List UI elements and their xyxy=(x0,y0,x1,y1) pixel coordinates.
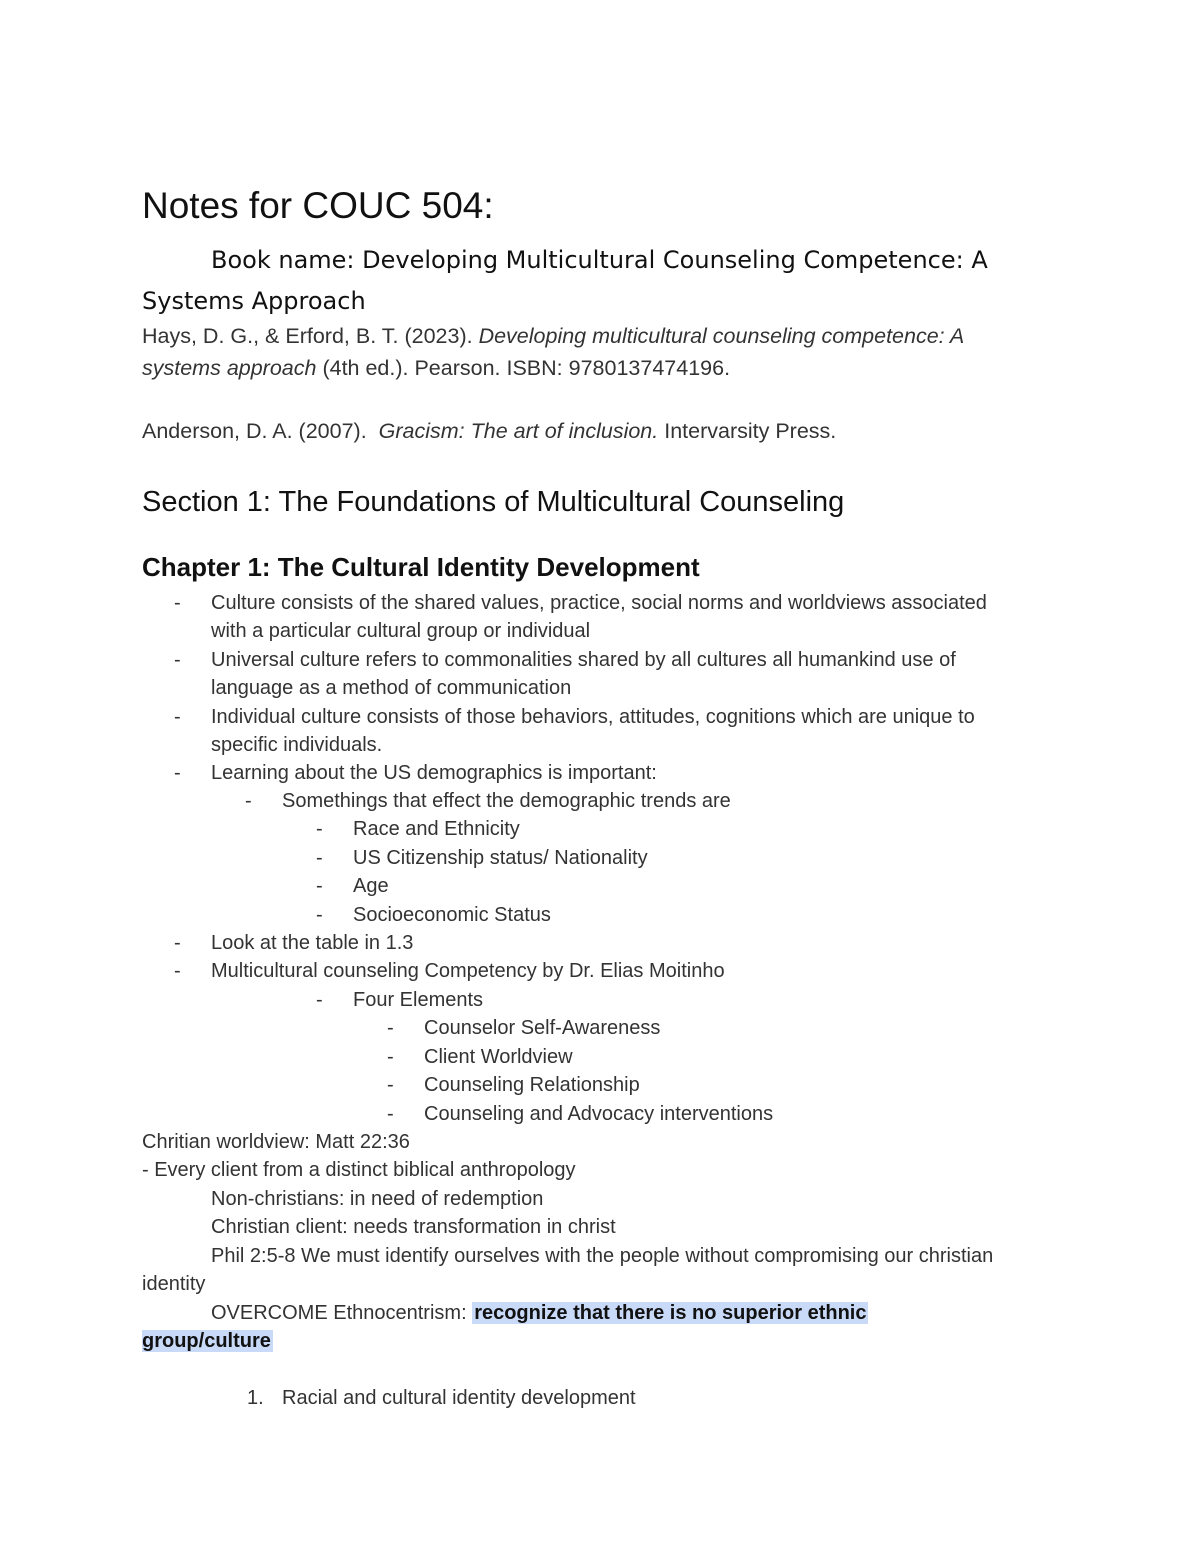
list-item: Four Elements xyxy=(353,989,484,1011)
worldview-line: Christian client: needs transformation in christ xyxy=(211,1216,616,1238)
bullet-dash: - xyxy=(174,706,181,728)
bullet-dash: - xyxy=(387,1017,394,1039)
chapter-heading: Chapter 1: The Cultural Identity Development xyxy=(142,552,700,582)
list-item: Counselor Self-Awareness xyxy=(424,1017,661,1039)
worldview-line xyxy=(211,1299,868,1327)
ethnocentrism-label: OVERCOME Ethnocentrism: xyxy=(211,1302,467,1324)
list-item: Client Worldview xyxy=(424,1046,573,1068)
list-item: Age xyxy=(353,875,389,897)
list-item: Look at the table in 1.3 xyxy=(211,932,414,954)
bullet-dash: - xyxy=(174,960,181,982)
bullet-dash: - xyxy=(174,649,181,671)
reference-2 xyxy=(142,415,836,447)
reference-2-rest: Intervarsity Press. xyxy=(664,419,837,443)
bullet-dash: - xyxy=(387,1046,394,1068)
worldview-line: - Every client from a distinct biblical anthropology xyxy=(142,1159,576,1181)
worldview-line: Non-christians: in need of redemption xyxy=(211,1188,544,1210)
list-item: Universal culture refers to commonalities shared by all cultures all humankind use of xyxy=(211,649,956,671)
worldview-line: Phil 2:5-8 We must identify ourselves with the people without compromising our christian xyxy=(211,1245,994,1267)
bullet-dash: - xyxy=(316,904,323,926)
reference-2-authors: Anderson, D. A. (2007). xyxy=(142,419,367,443)
bullet-dash: - xyxy=(316,989,323,1011)
reference-1-rest: (4th ed.). Pearson. ISBN: 9780137474196. xyxy=(322,356,731,380)
bullet-dash: - xyxy=(387,1074,394,1096)
highlighted-text: recognize that there is no superior ethnic xyxy=(474,1302,867,1324)
book-name-line-2: Systems Approach xyxy=(142,287,366,315)
worldview-heading: Chritian worldview: Matt 22:36 xyxy=(142,1131,410,1153)
worldview-line: identity xyxy=(142,1273,206,1295)
highlighted-text: group/culture xyxy=(142,1330,271,1352)
reference-1-title-b: systems approach xyxy=(142,356,317,380)
list-item: Counseling and Advocacy interventions xyxy=(424,1103,774,1125)
list-item-continued: with a particular cultural group or individual xyxy=(211,620,591,642)
bullet-dash: - xyxy=(245,790,252,812)
book-name-line-1: Book name: Developing Multicultural Counseling Competence: A xyxy=(211,246,988,274)
reference-1-authors: Hays, D. G., & Erford, B. T. (2023). xyxy=(142,324,473,348)
bullet-dash: - xyxy=(174,932,181,954)
bullet-dash: - xyxy=(174,592,181,614)
list-item: Counseling Relationship xyxy=(424,1074,640,1096)
bullet-dash: - xyxy=(316,818,323,840)
reference-1-line-2 xyxy=(142,352,730,384)
list-item: Individual culture consists of those behaviors, attitudes, cognitions which are unique to xyxy=(211,706,975,728)
list-item: Learning about the US demographics is important: xyxy=(211,762,657,784)
bullet-dash: - xyxy=(174,762,181,784)
list-item: Race and Ethnicity xyxy=(353,818,520,840)
list-item: Multicultural counseling Competency by Dr. Elias Moitinho xyxy=(211,960,725,982)
numbered-item-number: 1. xyxy=(247,1387,264,1409)
list-item-continued: language as a method of communication xyxy=(211,677,572,699)
page-title: Notes for COUC 504: xyxy=(142,185,494,226)
reference-1-line-1 xyxy=(142,320,964,352)
section-heading: Section 1: The Foundations of Multicultural Counseling xyxy=(142,486,845,518)
worldview-line xyxy=(142,1327,273,1355)
numbered-item-text: Racial and cultural identity development xyxy=(282,1387,636,1409)
bullet-dash: - xyxy=(316,875,323,897)
bullet-dash: - xyxy=(387,1103,394,1125)
list-item: US Citizenship status/ Nationality xyxy=(353,847,648,869)
bullet-dash: - xyxy=(316,847,323,869)
list-item: Somethings that effect the demographic trends are xyxy=(282,790,731,812)
list-item: Socioeconomic Status xyxy=(353,904,551,926)
reference-2-title: Gracism: The art of inclusion. xyxy=(378,419,659,443)
list-item: Culture consists of the shared values, practice, social norms and worldviews associated xyxy=(211,592,987,614)
list-item-continued: specific individuals. xyxy=(211,734,383,756)
reference-1-title-a: Developing multicultural counseling competence: A xyxy=(478,324,965,348)
